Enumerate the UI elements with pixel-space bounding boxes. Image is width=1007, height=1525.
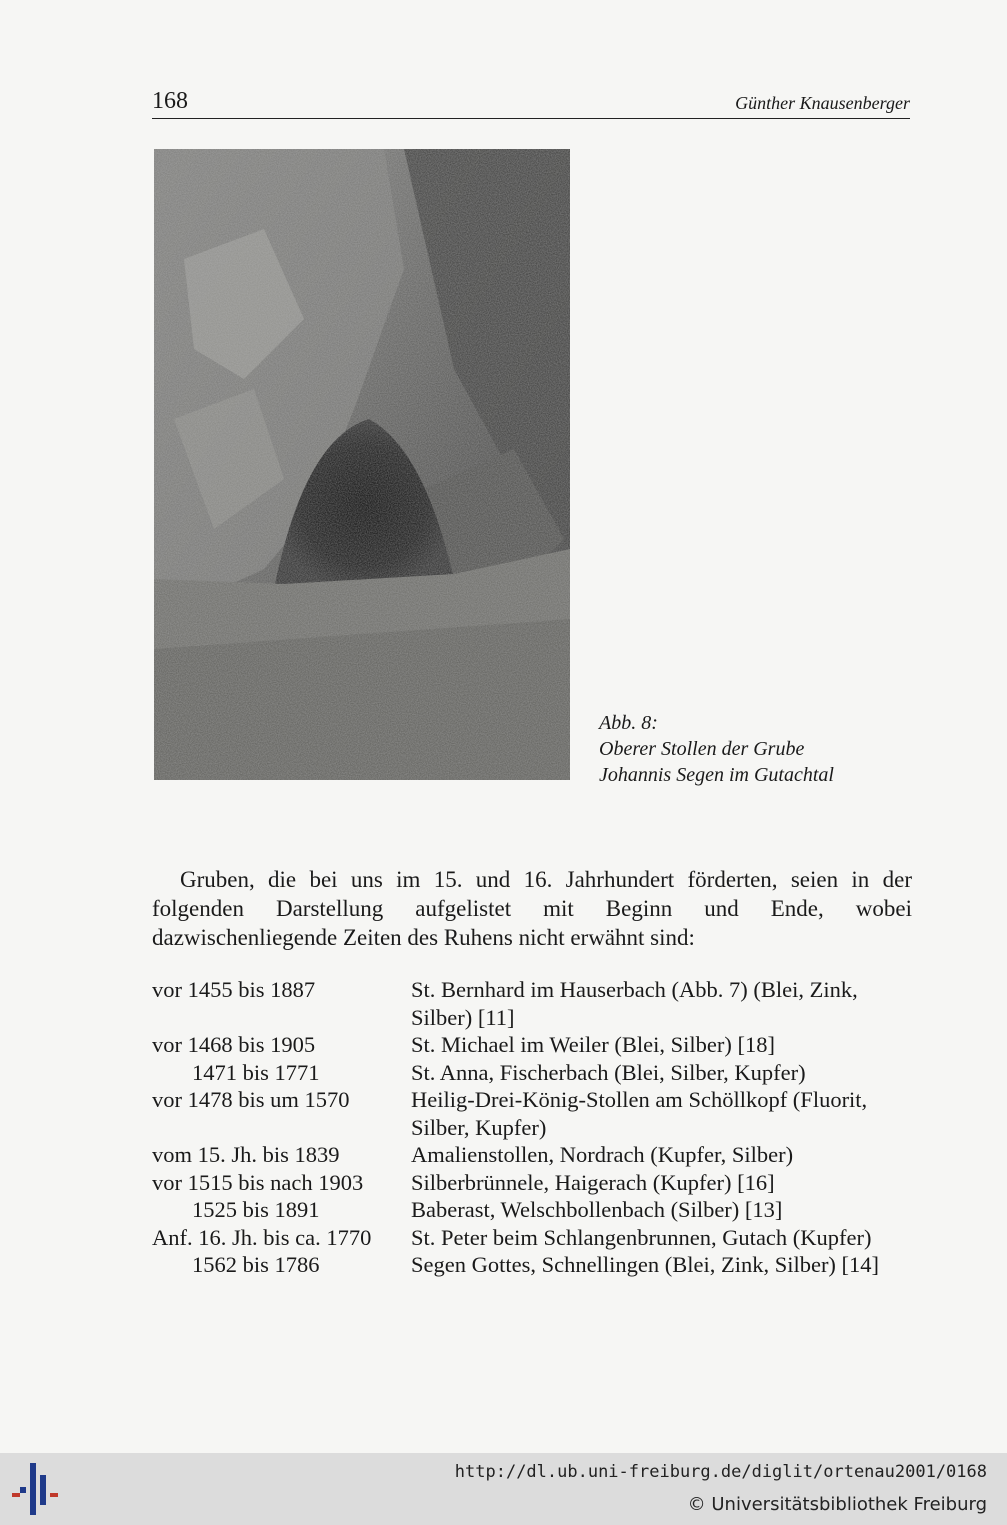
mine-list xyxy=(152,976,912,1279)
mine-dates: vor 1478 bis um 1570 xyxy=(152,1087,350,1112)
figure-caption xyxy=(599,710,834,788)
mine-name: Baberast, Welschbollenbach (Silber) [13] xyxy=(411,1197,783,1222)
list-item xyxy=(152,1196,912,1224)
list-item xyxy=(152,1169,912,1197)
mine-dates: 1562 bis 1786 xyxy=(192,1252,320,1277)
mine-dates: vom 15. Jh. bis 1839 xyxy=(152,1142,340,1167)
mine-entrance-photo xyxy=(154,149,570,780)
header-rule xyxy=(152,118,910,119)
list-item xyxy=(152,1251,912,1279)
figure-caption-label: Abb. 8: xyxy=(599,712,658,734)
mine-dates: vor 1515 bis nach 1903 xyxy=(152,1169,364,1195)
mine-dates: vor 1468 bis 1905 xyxy=(152,1032,316,1057)
page-number: 168 xyxy=(152,88,188,114)
mine-name: St. Anna, Fischerbach (Blei, Silber, Kupfer) xyxy=(411,1059,806,1085)
mine-name: Heilig-Drei-König-Stollen am Schöllkopf (Fluorit, Silber, Kupfer) xyxy=(411,1087,868,1140)
footer-url-link[interactable]: http://dl.ub.uni-freiburg.de/diglit/ortenau2001/0168 xyxy=(454,1462,987,1482)
mine-name: Silberbrünnele, Haigerach (Kupfer) [16] xyxy=(411,1169,775,1195)
mine-name: St. Peter beim Schlangenbrunnen, Gutach (Kupfer) xyxy=(411,1224,872,1250)
mine-name: Amalienstollen, Nordrach (Kupfer, Silber) xyxy=(411,1142,794,1167)
list-item xyxy=(152,1141,912,1169)
mine-name: Segen Gottes, Schnellingen (Blei, Zink, Silber) [14] xyxy=(411,1252,880,1277)
intro-text: Gruben, die bei uns im 15. und 16. Jahrhundert förderten, seien in der folgenden Darstellung aufgelistet mit Beginn und Ende, wobei dazwischenliegende Zeiten des Ruhens nicht erwähnt sind: xyxy=(152,867,912,950)
running-head-author: Günther Knausenberger xyxy=(735,93,910,113)
mine-name: St. Michael im Weiler (Blei, Silber) [18] xyxy=(411,1032,775,1057)
list-item xyxy=(152,1059,912,1087)
figure-caption-line1: Oberer Stollen der Grube xyxy=(599,738,805,760)
list-item xyxy=(152,1031,912,1059)
list-item xyxy=(152,1224,912,1252)
mine-dates: 1525 bis 1891 xyxy=(192,1197,320,1222)
figure-caption-line2: Johannis Segen im Gutachtal xyxy=(599,764,834,786)
mine-name: St. Bernhard im Hauserbach (Abb. 7) (Blei, Zink, Silber) [11] xyxy=(411,977,858,1030)
mine-dates: Anf. 16. Jh. bis ca. 1770 xyxy=(152,1224,372,1250)
mine-dates: vor 1455 bis 1887 xyxy=(152,977,316,1002)
list-item xyxy=(152,1086,912,1141)
mine-dates: 1471 bis 1771 xyxy=(192,1059,320,1085)
ub-freiburg-logo-icon xyxy=(12,1463,62,1515)
list-item xyxy=(152,976,912,1031)
footer-copyright: © Universitätsbibliothek Freiburg xyxy=(687,1494,987,1515)
intro-paragraph xyxy=(152,865,912,952)
